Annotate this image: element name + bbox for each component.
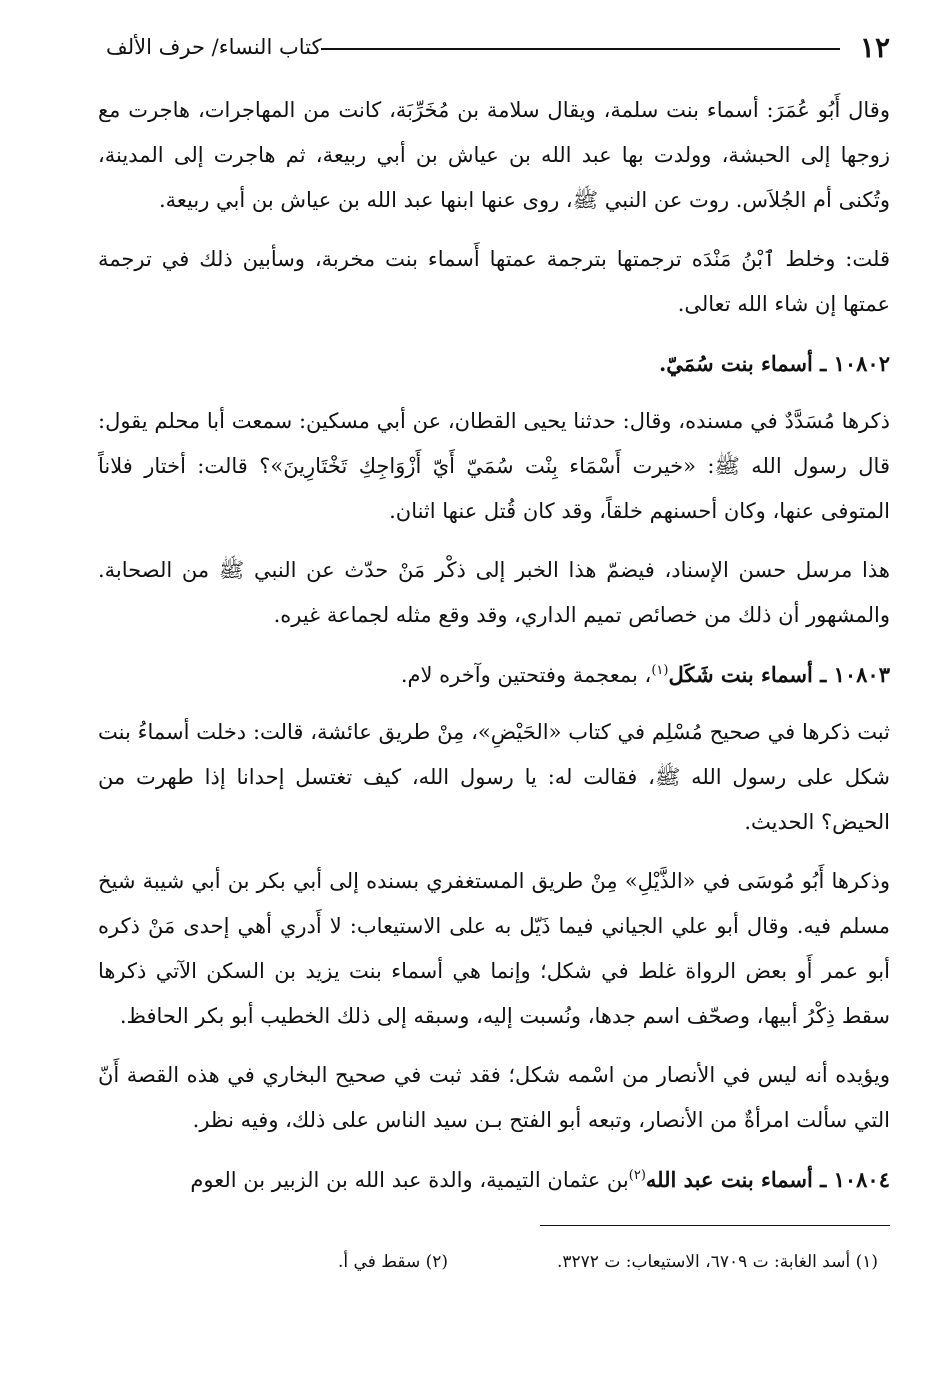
body-paragraph: قلت: وخلط ٱبْنُ مَنْدَه ترجمتها بترجمة عمتها أَسماء بنت مخربة، وسأبين ذلك في ترجمة عمتها إن شاء الله تعالى. [98, 247, 890, 316]
entry-heading: ١٠٨٠٤ ـ أسماء بنت عبد الله [645, 1167, 890, 1192]
body-paragraph: ذكرها مُسَدَّدٌ في مسنده، وقال: حدثنا يحيى القطان، عن أبي مسكين: سمعت أبا محلم يقول: قال رسول الله ﷺ: «خيرت أَسْمَاء بِنْت سُمَيّ أَيّ أَزْوَاجِكِ تَخْتَارِينَ»؟ قالت: أختار فلاناً المتوفى عنها، وكان أحسنهم خلقاً، وقد كان قُتل عنها اثنان. [98, 409, 890, 523]
body-paragraph: ويؤيده أنه ليس في الأنصار من اسْمه شكل؛ فقد ثبت في صحيح البخاري في هذه القصة أَنّ التي سألت امرأةٌ من الأنصار، وتبعه أبو الفتح بـن سيد الناس على ذلك، وفيه نظر. [98, 1063, 890, 1132]
footnotes [98, 1252, 890, 1272]
entry-heading-paragraph [98, 1157, 890, 1203]
footnote-marker: (١) [651, 663, 669, 678]
entry-heading-paragraph [98, 652, 890, 698]
body-paragraph: وقال أَبُو عُمَرَ: أسماء بنت سلمة، ويقال سلامة بن مُخَرِّبَة، كانت من المهاجرات، هاجرت مع زوجها إلى الحبشة، وولدت بها عبد الله بن عياش بن أبي ربيعة، ثم هاجرت إلى المدينة، وتُكنى أم الجُلاَس. روت عن النبي ﷺ، روى عنها ابنها عبد الله بن عياش بن أبي ربيعة. [98, 98, 890, 212]
body-paragraph: هذا مرسل حسن الإسناد، فيضمّ هذا الخبر إلى ذكْر مَنْ حدّث عن النبي ﷺ من الصحابة. والمشهور أن ذلك من خصائص تميم الداري، وقد وقع مثله لجماعة غيره. [98, 558, 890, 627]
entry-heading-rest: بن عثمان التيمية، والدة عبد الله بن الزبير بن العوم [190, 1168, 629, 1192]
running-title: كتاب النساء/ حرف الألف [106, 35, 322, 59]
body-text [98, 88, 890, 1203]
body-paragraph: وذكرها أَبُو مُوسَى في «الذَّيْلِ» مِنْ طريق المستغفري بسنده إلى أبي بكر بن أبي شيبة شيخ مسلم فيه. وقال أبو علي الجياني فيما ذَيّل به على الاستيعاب: لا أَدري أهي إحدى مَنْ ذكره أبو عمر أَو بعض الرواة غلط في شكل؛ وإنما هي أسماء بنت يزيد بن السكن الآتي ذكرها سقط ذِكْرُ أبيها، وصحّف اسم جدها، ونُسبت إليه، وسبقه إلى ذلك الخطيب أبو بكر الحافظ. [98, 869, 890, 1028]
entry-heading: ١٠٨٠٢ ـ أسماء بنت سُمَيّ. [659, 351, 890, 376]
footnote-2: (٢) سقط في أ. [338, 1252, 449, 1272]
entry-heading: ١٠٨٠٣ ـ أسماء بنت شَكَل [668, 662, 890, 687]
entry-heading-rest: ، بمعجمة وفتحتين وآخره لام. [400, 663, 652, 687]
entry-heading-paragraph [98, 341, 890, 387]
page-number: ١٢ [859, 30, 890, 64]
footnote-marker: (٢) [628, 1168, 646, 1183]
footnote-1: (١) أسد الغابة: ت ٦٧٠٩، الاستيعاب: ت ٣٢٧٢. [557, 1252, 878, 1272]
page-header [98, 22, 890, 72]
body-paragraph: ثبت ذكرها في صحيح مُسْلِم في كتاب «الحَيْضِ»، مِنْ طريق عائشة، قالت: دخلت أسماءُ بنت شكل على رسول الله ﷺ، فقالت له: يا رسول الله، كيف تغتسل إحدانا إذا طهرت من الحيض؟ الحديث. [98, 720, 890, 834]
book-page [98, 22, 890, 1272]
header-rule [321, 48, 839, 50]
footnote-separator [540, 1225, 890, 1226]
